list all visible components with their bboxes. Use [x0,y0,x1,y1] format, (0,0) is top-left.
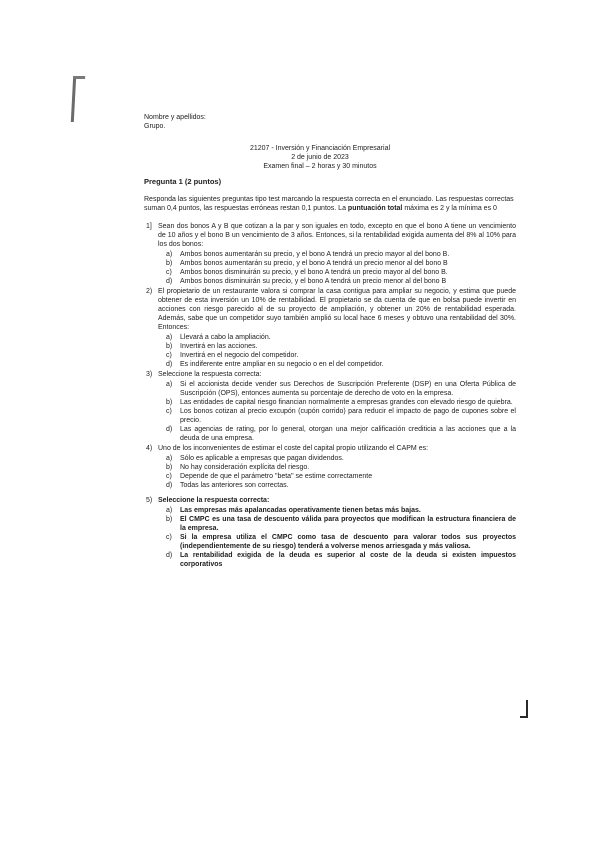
option-letter: c) [166,534,172,541]
question-text: Uno de los inconvenientes de estimar el coste del capital propio utilizando el CAPM es: [158,445,429,452]
answer-option[interactable] [166,506,516,515]
answer-option[interactable] [166,481,516,490]
option-letter: d) [166,361,173,368]
option-text: Ambos bonos aumentarán su precio, y el bono A tendrá un precio menor al del bono B [180,260,448,267]
option-text: Las agencias de rating, por lo general, otorgan una mejor calificación crediticia a las acciones que a la deuda de una empresa. [180,426,516,442]
option-letter: a) [166,251,173,258]
answer-option[interactable] [166,360,516,369]
answer-option[interactable] [166,551,516,569]
question-row [146,370,516,379]
answer-option[interactable] [166,380,516,398]
option-text: La rentabilidad exigida de la deuda es superior al coste de la deuda si existen impuestos corporativos [180,552,516,568]
answer-option[interactable] [166,259,516,268]
option-text: No hay consideración explícita del riesgo. [180,464,310,471]
option-text: Si el accionista decide vender sus Derechos de Suscripción Preferente (DSP) en una Oferta Pública de Suscripción (OPS), entonces aumenta su porcentaje de derecho de voto en la empresa. [180,381,516,397]
answer-options [166,333,516,369]
group-label: Grupo. [144,123,166,130]
option-text: Todas las anteriores son correctas. [180,482,289,489]
answer-option[interactable] [166,277,516,286]
question-number: 5) [146,497,153,504]
answer-option[interactable] [166,268,516,277]
exam-page [144,113,516,570]
option-letter: a) [166,455,173,462]
question-item [146,444,516,490]
option-letter: b) [166,260,173,267]
answer-option[interactable] [166,342,516,351]
answer-option[interactable] [166,472,516,481]
exam-duration: Examen final – 2 horas y 30 minutos [263,163,377,170]
answer-option[interactable] [166,333,516,342]
question-row [146,222,516,249]
question-number: 4) [146,445,153,452]
answer-option[interactable] [166,515,516,533]
option-text: Ambos bonos aumentarán su precio, y el bono A tendrá un precio mayor al del bono B. [180,251,450,258]
option-text: Depende de que el parámetro "beta" se estime correctamente [180,473,373,480]
answer-option[interactable] [166,398,516,407]
question-number: 3) [146,371,153,378]
option-letter: c) [166,352,172,359]
option-text: Las entidades de capital riesgo financian normalmente a empresas grandes con elevado riesgo de quiebra. [180,399,513,406]
instructions-text: Responda las siguientes preguntas tipo test marcando la respuesta correcta en el enunciado. Las respuestas correctas suman 0,4 puntos, las respuestas erróneas restan 0,1 puntos. La [144,196,514,212]
name-label: Nombre y apellidos: [144,114,206,121]
question-row [146,496,516,505]
option-text: Las empresas más apalancadas operativamente tienen betas más bajas. [180,507,421,514]
option-letter: d) [166,278,173,285]
answer-option[interactable] [166,425,516,443]
option-letter: a) [166,381,173,388]
question-text: El propietario de un restaurante valora si comprar la casa contigua para ampliar su negocio, y estima que puede obtener de esta inversión un 10% de rentabilidad. El propietario se da cuenta de que en bolsa puede invertir en acciones con riesgo parecido al de su proyecto de ampliación, y obtener un 20% de rentabilidad esperada. Además, sabe que un competidor suyo también amplió su local hace 6 meses y obtuvo una rentabilidad del 30%. Entonces: [158,288,516,331]
answer-option[interactable] [166,250,516,259]
exam-date: 2 de junio de 2023 [291,154,349,161]
exam-title-block [144,144,516,171]
section-title: Pregunta 1 (2 puntos) [144,177,222,186]
instructions [144,195,516,213]
option-letter: a) [166,334,173,341]
question-list [144,222,516,569]
answer-option[interactable] [166,351,516,360]
scan-corner-mark-bottom [526,700,528,718]
option-letter: b) [166,516,173,523]
option-letter: c) [166,269,172,276]
option-text: El CMPC es una tasa de descuento válida para proyectos que modifican la estructura financiera de la empresa. [180,516,516,532]
option-text: Ambos bonos disminuirán su precio, y el bono A tendrá un precio menor al del bono B [180,278,447,285]
answer-options [166,380,516,443]
question-item [146,496,516,569]
answer-option[interactable] [166,463,516,472]
option-text: Invertirá en las acciones. [180,343,258,350]
instructions-score-bold: puntuación total [347,205,403,212]
question-row [146,444,516,453]
answer-option[interactable] [166,533,516,551]
option-letter: a) [166,507,173,514]
question-item [146,222,516,286]
scan-corner-mark [71,76,76,122]
option-letter: d) [166,482,173,489]
option-letter: b) [166,399,173,406]
option-letter: d) [166,552,173,559]
answer-option[interactable] [166,454,516,463]
option-text: Ambos bonos disminuirán su precio, y el bono A tendrá un precio mayor al del bono B. [180,269,448,276]
question-text: Sean dos bonos A y B que cotizan a la par y son iguales en todo, excepto en que el bono A tiene un vencimiento de 10 años y el bono B un vencimiento de 3 años. Entonces, si la rentabilidad exigida aumenta del 8% al 10% para los dos bonos: [158,223,516,248]
option-text: Sólo es aplicable a empresas que pagan dividendos. [180,455,344,462]
option-text: Llevará a cabo la ampliación. [180,334,271,341]
question-item [146,287,516,369]
question-text: Seleccione la respuesta correcta: [158,497,270,504]
question-number: 2) [146,288,153,295]
question-number: 1] [146,223,152,230]
question-item [146,370,516,443]
answer-options [166,454,516,490]
question-text: Seleccione la respuesta correcta: [158,371,262,378]
question-row [146,287,516,332]
course-title: 21207 - Inversión y Financiación Empresarial [249,145,391,152]
instructions-score-rest: máxima es 2 y la mínima es 0 [402,205,497,212]
option-letter: c) [166,408,172,415]
option-letter: c) [166,473,172,480]
option-text: Es indiferente entre ampliar en su negocio o en el del competidor. [180,361,384,368]
option-text: Si la empresa utiliza el CMPC como tasa de descuento para valorar todos sus proyectos (independientemente de su riesgo) tenderá a volverse menos arriesgada y más valiosa. [180,534,516,550]
answer-options [166,250,516,286]
option-letter: b) [166,464,173,471]
option-text: Invertirá en el negocio del competidor. [180,352,299,359]
option-letter: d) [166,426,173,433]
answer-option[interactable] [166,407,516,425]
option-text: Los bonos cotizan al precio excupón (cupón corrido) para reducir el impacto de pago de cupones sobre el precio. [180,408,516,424]
option-letter: b) [166,343,173,350]
answer-options [166,506,516,569]
